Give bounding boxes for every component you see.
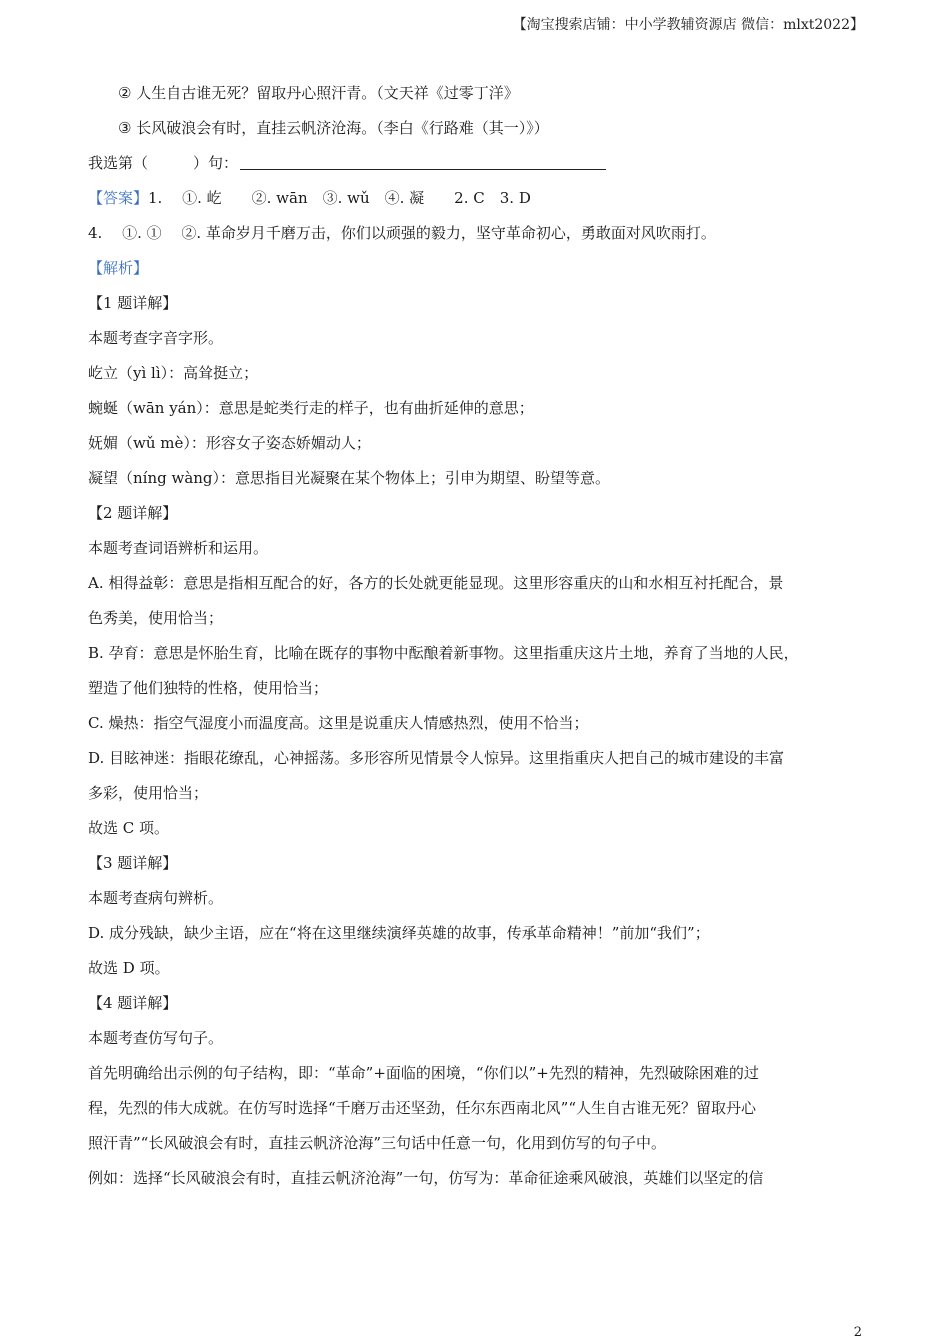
page-header: 【淘宝搜索店铺：中小学教辅资源店 微信：mlxt2022】 [512,17,864,33]
paragraph: 多彩，使用恰当； [88,784,209,802]
paragraph: 本题考查病句辨析。 [88,889,224,907]
paragraph: A. 相得益彰：意思是指相互配合的好，各方的长处就更能显现。这里形容重庆的山和水相互衬托配合，景 [88,574,784,592]
choice-label: 我选第（ ）句： [88,154,239,172]
paragraph: 故选 D 项。 [88,959,170,977]
paragraph: 屹立（yì lì）：高耸挺立； [88,364,259,382]
paragraph: 故选 C 项。 [88,819,170,837]
paragraph: 本题考查仿写句子。 [88,1029,224,1047]
answer-text: 1. ①. 屹 ②. wān ③. wǔ ④. 凝 2. C 3. D [148,189,531,207]
answer-line-4: 4. ①. ① ②. 革命岁月千磨万击，你们以顽强的毅力，坚守革命初心，勇敢面对风吹雨打。 [88,224,716,242]
paragraph: C. 燥热：指空气湿度小而温度高。这里是说重庆人情感热烈，使用不恰当； [88,714,589,732]
paragraph: 妩媚（wǔ mè）：形容女子姿态娇媚动人； [88,434,371,452]
answer-tag: 【答案】 [88,189,149,207]
paragraph: 本题考查词语辨析和运用。 [88,539,269,557]
paragraph: 塑造了他们独特的性格，使用恰当； [88,679,329,697]
analysis-tag: 【解析】 [88,259,149,277]
poem-line-2: ② 人生自古谁无死？留取丹心照汗青。（文天祥《过零丁洋》 [118,84,519,102]
page-number: 2 [853,1325,862,1340]
paragraph: 例如：选择“长风破浪会有时，直挂云帆济沧海”一句，仿写为：革命征途乘风破浪，英雄们以坚定的信 [88,1169,764,1187]
paragraph: 首先明确给出示例的句子结构，即：“革命”+面临的困境，“你们以”+先烈的精神，先烈破除困难的过 [88,1064,759,1082]
paragraph: 照汗青”“长风破浪会有时，直挂云帆济沧海”三句话中任意一句，化用到仿写的句子中。 [88,1134,667,1152]
paragraph: 程，先烈的伟大成就。在仿写时选择“千磨万击还坚劲，任尔东西南北风”“人生自古谁无死？留取丹心 [88,1099,757,1117]
section-heading-2: 【2 题详解】 [88,504,178,522]
section-heading-4: 【4 题详解】 [88,994,178,1012]
paragraph: 凝望（níng wàng）：意思指目光凝聚在某个物体上；引申为期望、盼望等意。 [88,469,611,487]
poem-line-3: ③ 长风破浪会有时，直挂云帆济沧海。（李白《行路难（其一）》） [118,119,549,137]
paragraph: 蜿蜒（wān yán）：意思是蛇类行走的样子，也有曲折延伸的意思； [88,399,534,417]
choice-prompt [88,146,868,181]
section-heading-3: 【3 题详解】 [88,854,178,872]
document-body [88,76,868,1196]
paragraph: D. 成分残缺，缺少主语，应在“将在这里继续演绎英雄的故事，传承革命精神！”前加“我们”； [88,924,710,942]
paragraph: B. 孕育：意思是怀胎生育，比喻在既存的事物中酝酿着新事物。这里指重庆这片土地，养育了当地的人民， [88,644,799,662]
paragraph: 色秀美，使用恰当； [88,609,224,627]
answer-blank [240,153,606,170]
paragraph: 本题考查字音字形。 [88,329,224,347]
section-heading-1: 【1 题详解】 [88,294,178,312]
paragraph: D. 目眩神迷：指眼花缭乱，心神摇荡。多形容所见情景令人惊异。这里指重庆人把自己的城市建设的丰富 [88,749,785,767]
answer-line [88,181,868,216]
